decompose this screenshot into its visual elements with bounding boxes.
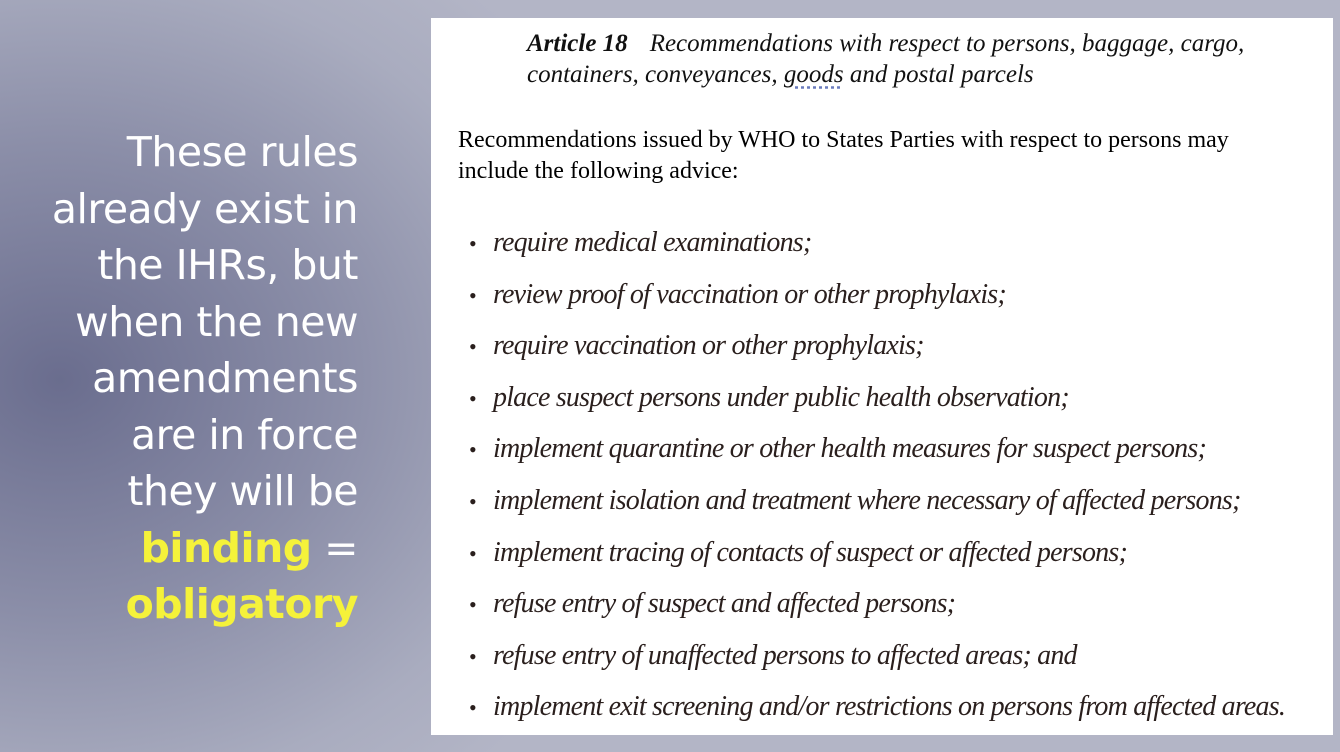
bullet-icon: •: [469, 437, 476, 463]
bullet-icon: •: [469, 385, 476, 411]
statement-line: they will be: [127, 467, 358, 515]
bullet-icon: •: [469, 540, 476, 566]
statement-line: already exist in: [51, 184, 358, 233]
intro-paragraph: [458, 125, 1328, 187]
article-title-goods: goods: [783, 61, 844, 88]
statement-line-binding: [20, 520, 358, 577]
statement-line: are in force: [131, 410, 358, 459]
list-item-text: implement exit screening and/or restrictions on persons from affected areas.: [493, 691, 1286, 723]
list-item-text: implement tracing of contacts of suspect or affected persons;: [493, 536, 1127, 568]
list-item-text: implement isolation and treatment where necessary of affected persons;: [493, 484, 1241, 516]
list-item-text: require medical examinations;: [493, 227, 812, 258]
list-item: [469, 373, 1285, 425]
article-title-part2b: and postal parcels: [843, 61, 1034, 88]
article-title-part2a: containers, conveyances,: [527, 61, 784, 88]
statement-line: when the new: [75, 297, 358, 346]
list-item: [469, 579, 1285, 631]
bullet-icon: •: [469, 488, 476, 514]
intro-line: include the following advice:: [458, 158, 739, 184]
bullet-icon: •: [469, 695, 476, 721]
list-item: [469, 218, 1285, 270]
equals-sign: =: [311, 523, 358, 572]
bullet-icon: •: [469, 282, 476, 308]
bullet-icon: •: [469, 334, 476, 360]
bullet-icon: •: [469, 643, 476, 669]
list-item-text: refuse entry of suspect and affected persons;: [493, 588, 956, 620]
highlight-binding: binding: [140, 523, 312, 572]
intro-line: Recommendations issued by WHO to States Parties with respect to persons may: [458, 127, 1229, 153]
list-item: [469, 682, 1285, 734]
list-item-text: require vaccination or other prophylaxis;: [493, 330, 924, 362]
advice-list: [469, 218, 1285, 734]
article-number: Article 18: [527, 30, 628, 57]
statement-line-obligatory: [20, 576, 358, 633]
highlight-obligatory: obligatory: [125, 580, 358, 628]
list-item: [469, 631, 1285, 683]
list-item: [469, 321, 1285, 373]
list-item-text: review proof of vaccination or other prophylaxis;: [493, 278, 1006, 310]
list-item: [469, 424, 1285, 476]
statement-line: These rules: [126, 128, 358, 176]
article-title-part1: Recommendations with respect to persons, baggage, cargo,: [649, 30, 1245, 57]
list-item: [469, 270, 1285, 322]
statement-line: the IHRs, but: [97, 241, 358, 289]
slide-statement: [20, 124, 358, 633]
article-heading-line1: [527, 28, 1327, 59]
article-heading: [527, 28, 1327, 90]
bullet-icon: •: [469, 231, 476, 256]
list-item-text: place suspect persons under public health observation;: [493, 381, 1069, 413]
list-item-text: refuse entry of unaffected persons to affected areas; and: [493, 639, 1077, 671]
list-item: [469, 476, 1285, 528]
statement-line: amendments: [92, 354, 358, 402]
document-excerpt: [431, 18, 1333, 735]
article-heading-line2: [527, 59, 1327, 90]
list-item: [469, 528, 1285, 580]
bullet-icon: •: [469, 592, 476, 618]
list-item-text: implement quarantine or other health measures for suspect persons;: [493, 433, 1206, 465]
